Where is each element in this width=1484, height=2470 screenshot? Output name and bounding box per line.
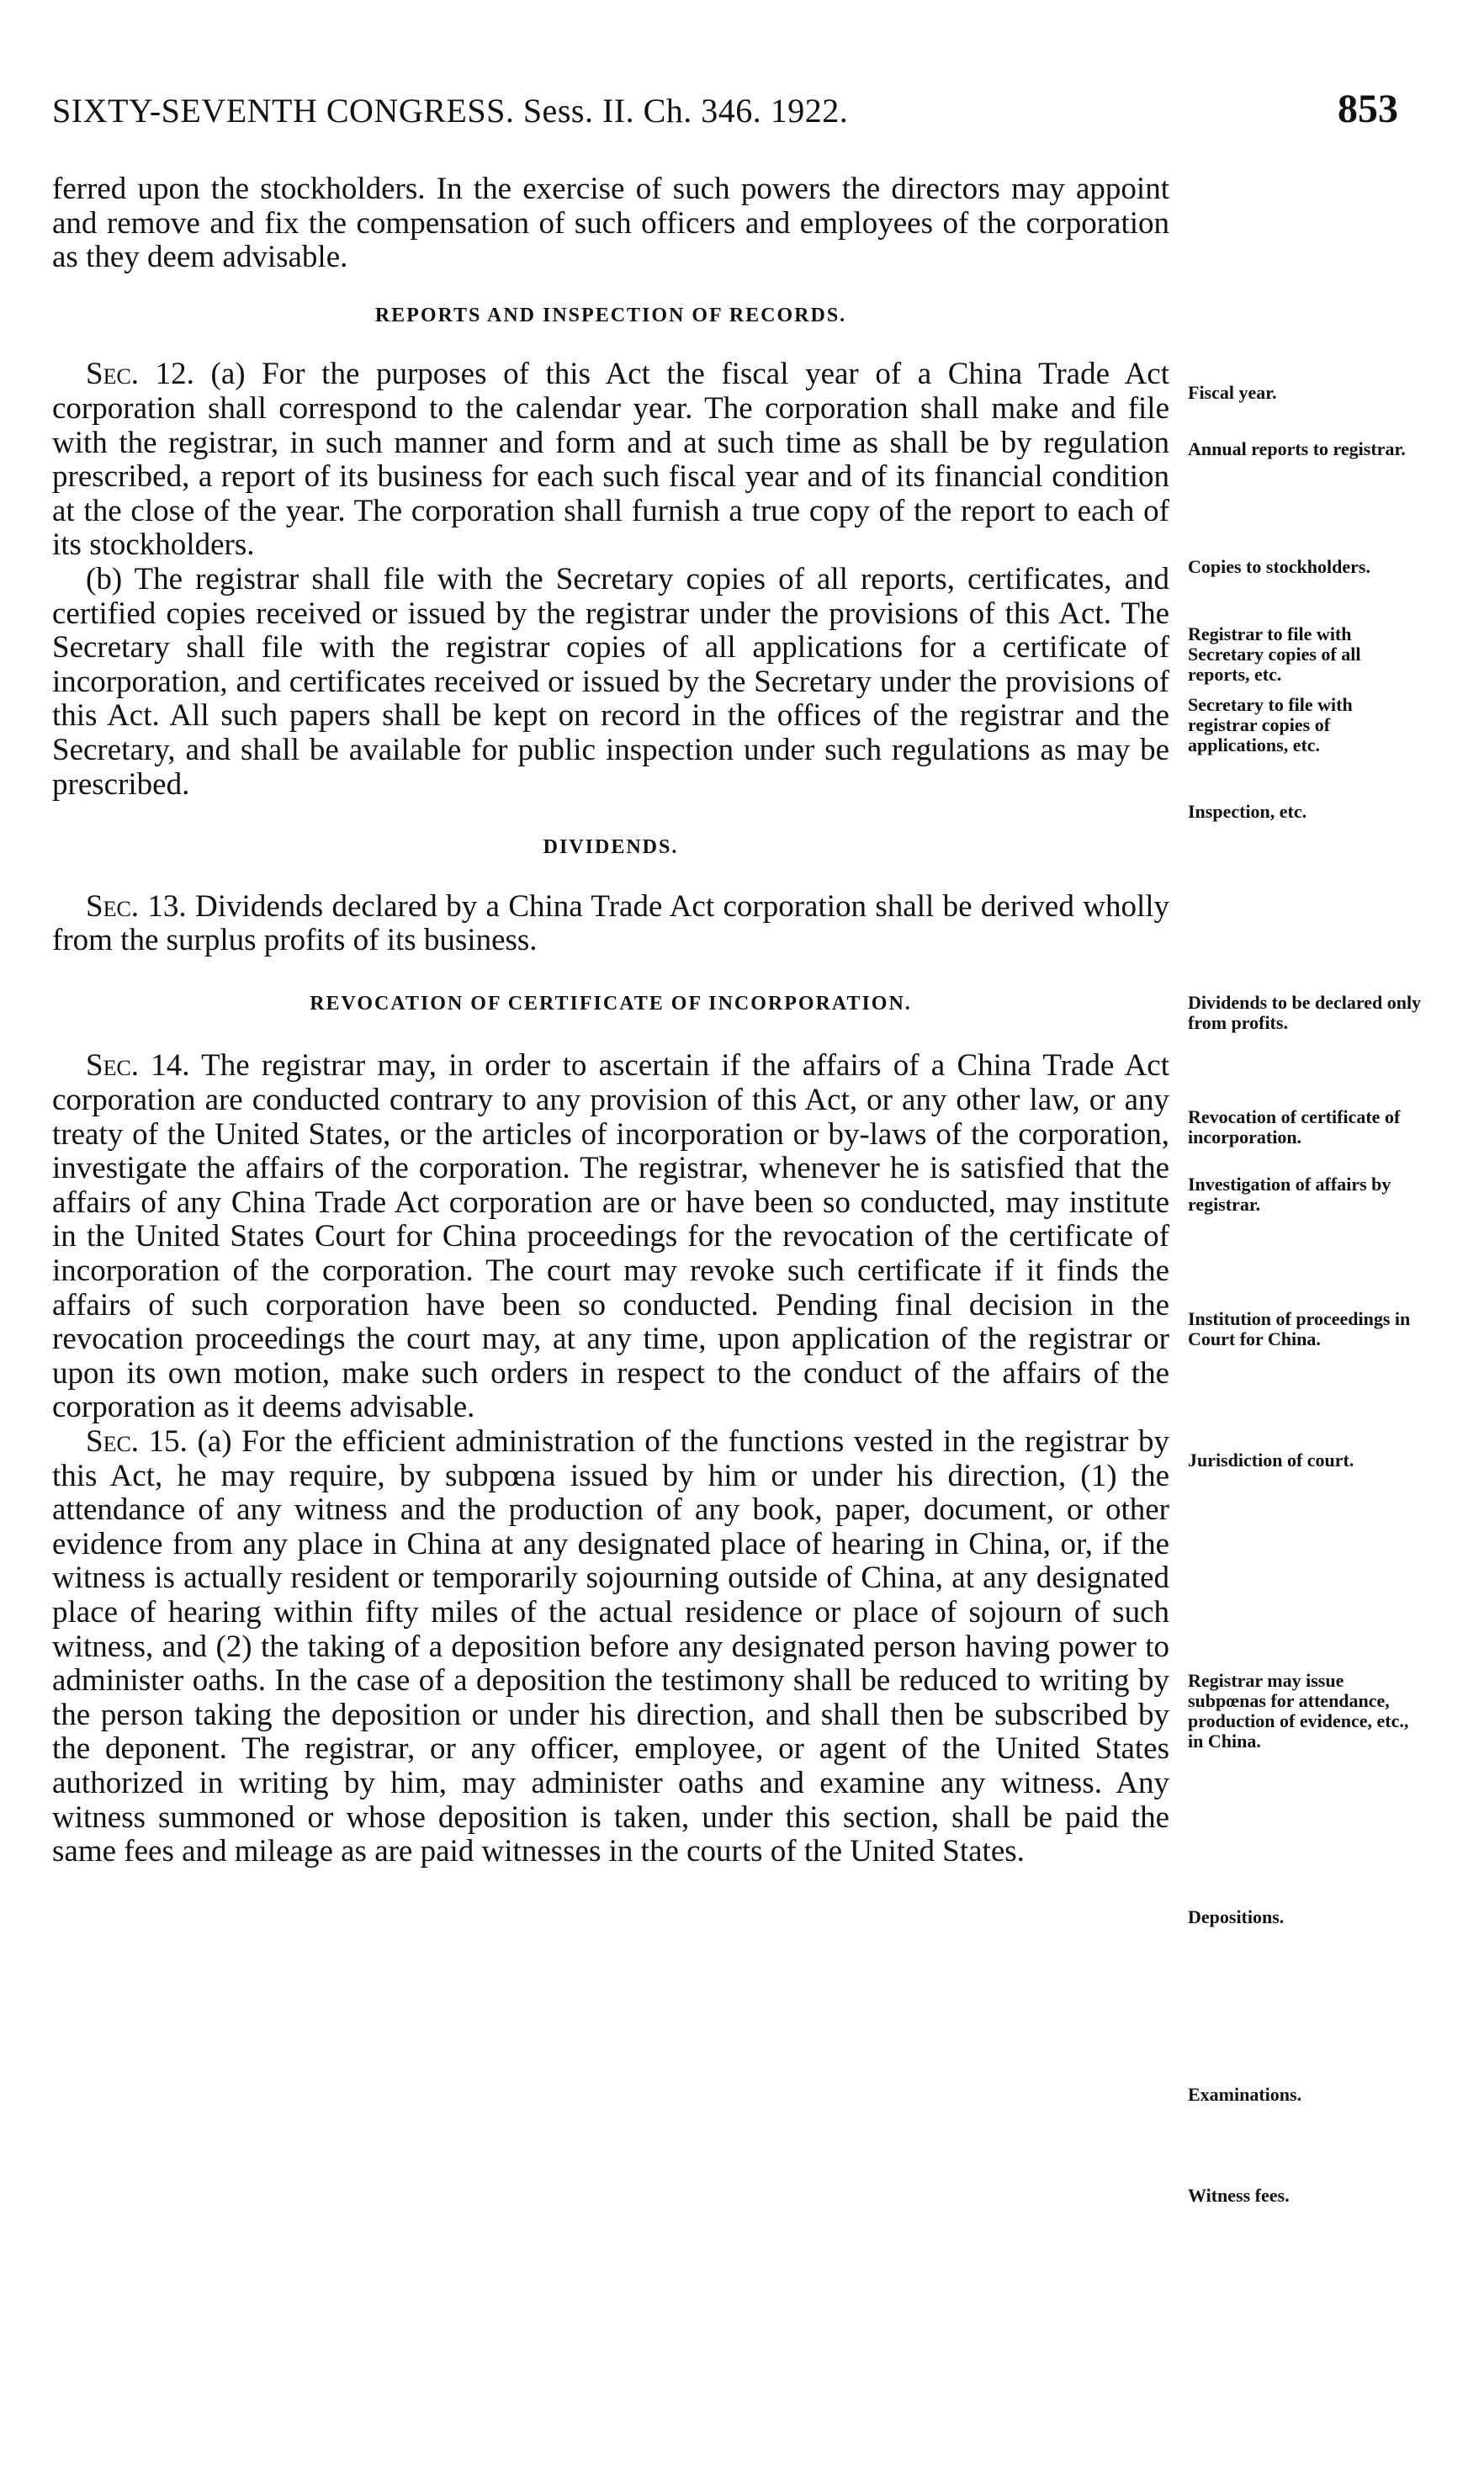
margin-note-subpoenas: Registrar may issue subpœnas for attendance, production of evidence, etc., in China. <box>1188 1670 1409 1752</box>
margin-note-examinations: Examinations. <box>1188 2084 1302 2105</box>
margin-note-investigation: Investigation of affairs by registrar. <box>1188 1174 1391 1215</box>
margin-note-secretary-files: Secretary to file with registrar copies of applications, etc. <box>1188 694 1353 755</box>
margin-note-revocation: Revocation of certificate of incorporation. <box>1188 1106 1401 1148</box>
margin-note-depositions: Depositions. <box>1188 1906 1285 1927</box>
continuation-paragraph: ferred upon the stockholders. In the exercise of such powers the directors may appoint and remove and fix the compensation of such officers and employees of the corporation as they deem advisable. <box>52 172 1169 275</box>
page-number: 853 <box>1338 87 1398 131</box>
margin-note-inspection: Inspection, etc. <box>1188 801 1307 822</box>
margin-note-institution: Institution of proceedings in Court for China. <box>1188 1308 1411 1349</box>
page-header <box>52 87 1398 141</box>
section-14-label: Sec. 14. <box>86 1048 190 1084</box>
section-13-label: Sec. 13. <box>86 888 187 924</box>
section-heading-dividends: DIVIDENDS. <box>543 836 679 859</box>
section-15-text: (a) For the efficient administration of the functions vested in the registrar by this Act, he may require, by subpœna issued by him or under his direction, (1) the attendance of any witness and the production of any book, paper, document, or other evidence from any place in China at any designated place of hearing in China, or, if the witness is actually resident or temporarily sojourning outside of China, at any designated place of hearing within fifty miles of the actual residence or place of sojourn of such witness, and (2) the taking of a deposition before any designated person having power to administer oaths. In the case of a deposition the testimony shall be reduced to writing by the person taking the deposition or under his direction, and shall then be subscribed by the deponent. The registrar, or any officer, employee, or agent of the United States authorized in writing by him, may administer oaths and examine any witness. Any witness summoned or whose deposition is taken, under this section, shall be paid the same fees and mileage as are paid witnesses in the courts of the United States. <box>52 1424 1169 1869</box>
section-13-paragraph <box>52 890 1169 958</box>
margin-note-registrar-files: Registrar to file with Secretary copies of all reports, etc. <box>1188 623 1361 685</box>
section-12-paragraph-a <box>52 358 1169 563</box>
section-15-paragraph <box>52 1425 1169 1869</box>
section-12-text-a: (a) For the purposes of this Act the fiscal year of a China Trade Act corporation shall correspond to the calendar year. The corporation shall make and file with the registrar, in such manner and form and at such time as shall be by regulation prescribed, a report of its business for each such fiscal year and of its financial condition at the close of the year. The corporation shall furnish a true copy of the report to each of its stockholders. <box>52 357 1170 563</box>
main-text <box>52 172 1169 1869</box>
section-12-label: Sec. 12. <box>86 357 194 392</box>
section-14-paragraph <box>52 1049 1169 1425</box>
margin-note-copies-stockholders: Copies to stockholders. <box>1188 556 1370 577</box>
running-title: SIXTY-SEVENTH CONGRESS. Sess. II. Ch. 346. 1922. <box>52 92 849 130</box>
section-12-paragraph-b: (b) The registrar shall file with the Secretary copies of all reports, certificates, and certified copies received or issued by the registrar under the provisions of this Act. The Secretary shall file with the registrar copies of all applications for a certificate of incorporation, and certificates received or issued by the Secretary under the provisions of this Act. All such papers shall be kept on record in the offices of the registrar and the Secretary, and shall be available for public inspection under such regulations as may be prescribed. <box>52 561 1169 802</box>
section-heading-reports: REPORTS AND INSPECTION OF RECORDS. <box>374 304 847 326</box>
section-14-text: The registrar may, in order to ascertain if the affairs of a China Trade Act corporation are conducted contrary to any provision of this Act, or any other law, or any treaty of the United States, or the articles of incorporation or by-laws of the corporation, investigate the affairs of the corporation. The registrar, whenever he is satisfied that the affairs of any China Trade Act corporation are or have been so conducted, may institute in the United States Court for China proceedings for the revocation of the certificate of incorporation of the corporation. The court may revoke such certificate if it finds the affairs of such corporation have been so conducted. Pending final decision in the revocation proceedings the court may, at any time, upon application of the registrar or upon its own motion, make such orders in respect to the conduct of the affairs of the corporation as it deems advisable. <box>52 1048 1170 1425</box>
margin-note-dividends: Dividends to be declared only from profits. <box>1188 992 1422 1033</box>
section-heading-revocation: REVOCATION OF CERTIFICATE OF INCORPORATION. <box>310 992 912 1015</box>
section-13-text: Dividends declared by a China Trade Act corporation shall be derived wholly from the surplus profits of its business. <box>52 888 1170 958</box>
section-15-label: Sec. 15. <box>86 1424 188 1459</box>
margin-note-witness-fees: Witness fees. <box>1188 2185 1290 2206</box>
margin-note-jurisdiction: Jurisdiction of court. <box>1188 1450 1354 1471</box>
margin-note-annual-reports: Annual reports to registrar. <box>1188 438 1406 459</box>
margin-note-fiscal-year: Fiscal year. <box>1188 382 1277 403</box>
